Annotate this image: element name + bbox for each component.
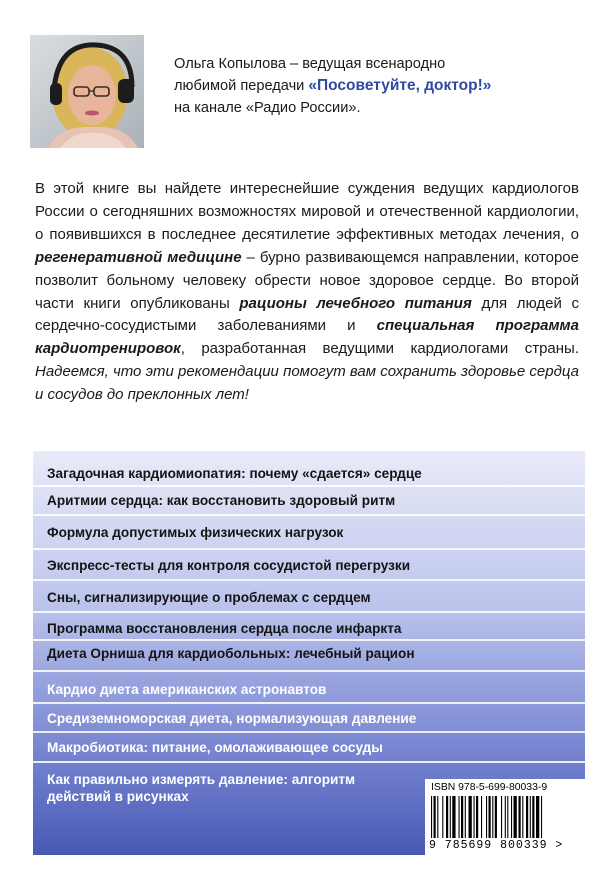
barcode-bar bbox=[522, 796, 523, 838]
barcode-bar bbox=[431, 796, 432, 838]
topic-item: Средиземноморская диета, нормализующая давление bbox=[47, 711, 417, 726]
author-photo bbox=[30, 35, 144, 148]
barcode-bar bbox=[532, 796, 534, 838]
blurb-emphasis-diets: рационы лечебного питания bbox=[239, 294, 472, 312]
topic-divider bbox=[33, 579, 585, 581]
barcode-bar bbox=[489, 796, 491, 838]
barcode-bar bbox=[514, 796, 517, 838]
blurb-part-2: – бурно развивающемся направлении, которое позволит больному человеку обрести новое здоровое сердце. Во второй части книги опубликованы bbox=[35, 248, 579, 312]
barcode-bar bbox=[446, 796, 448, 838]
barcode-bar bbox=[461, 796, 463, 838]
isbn-label: ISBN 978-5-699-80033-9 bbox=[431, 782, 548, 793]
topic-item: Аритмии сердца: как восстановить здоровый ритм bbox=[47, 493, 396, 508]
topic-item: Как правильно измерять давление: алгоритм действий в рисунках bbox=[47, 772, 356, 804]
author-line-2 bbox=[174, 75, 594, 97]
barcode-image bbox=[431, 796, 579, 838]
barcode-bar bbox=[442, 796, 443, 838]
topic-item: Загадочная кардиомиопатия: почему «сдается» сердце bbox=[47, 466, 422, 481]
show-title: «Посоветуйте, доктор!» bbox=[308, 77, 492, 94]
barcode-bar bbox=[450, 796, 451, 838]
topic-item: Сны, сигнализирующие о проблемах с сердцем bbox=[47, 590, 371, 605]
topic-divider bbox=[33, 548, 585, 550]
blurb-part-4: , разработанная ведущими кардиологами страны. bbox=[180, 340, 579, 358]
barcode-bar bbox=[507, 796, 508, 838]
barcode-bar bbox=[486, 796, 487, 838]
barcode-bar bbox=[476, 796, 478, 838]
barcode-digits: 9 785699 800339 > bbox=[429, 839, 564, 852]
barcode-bar bbox=[481, 796, 482, 838]
topic-item: Программа восстановления сердца после инфаркта bbox=[47, 621, 402, 636]
topic-divider bbox=[33, 761, 585, 763]
topic-divider bbox=[33, 670, 585, 672]
isbn-barcode-block bbox=[425, 779, 585, 855]
book-blurb bbox=[35, 178, 579, 407]
topic-divider bbox=[33, 639, 585, 641]
topic-divider bbox=[33, 731, 585, 733]
barcode-bar bbox=[501, 796, 502, 838]
topic-item: Кардио диета американских астронавтов bbox=[47, 682, 327, 697]
barcode-bar bbox=[495, 796, 497, 838]
topic-divider bbox=[33, 485, 585, 487]
barcode-bar bbox=[452, 796, 455, 838]
barcode-bar bbox=[492, 796, 493, 838]
barcode-bar bbox=[519, 796, 521, 838]
barcode-bar bbox=[465, 796, 466, 838]
barcode-bar bbox=[474, 796, 475, 838]
barcode-bar bbox=[530, 796, 531, 838]
blurb-emphasis-regenerative: регенеративной медицине bbox=[35, 248, 242, 266]
barcode-bar bbox=[469, 796, 472, 838]
topic-divider bbox=[33, 514, 585, 516]
barcode-bar bbox=[459, 796, 460, 838]
blurb-part-3: для людей с сердечно-сосудистыми заболеваниями и bbox=[35, 294, 579, 335]
blurb-emphasis-program: специальная программа кардиотренировок bbox=[35, 317, 579, 358]
topic-item: Экспресс-тесты для контроля сосудистой перегрузки bbox=[47, 558, 411, 573]
topic-item: Диета Орниша для кардиобольных: лечебный рацион bbox=[47, 646, 415, 661]
barcode-bar bbox=[541, 796, 542, 838]
topic-item: Формула допустимых физических нагрузок bbox=[47, 525, 344, 540]
barcode-bar bbox=[505, 796, 506, 838]
author-line-3: на канале «Радио России». bbox=[174, 100, 361, 116]
barcode-bar bbox=[434, 796, 436, 838]
author-line-2-prefix: любимой передачи bbox=[174, 78, 305, 94]
author-description bbox=[174, 53, 594, 119]
barcode-bar bbox=[437, 796, 438, 838]
author-line-1: Ольга Копылова – ведущая всенародно bbox=[174, 56, 446, 72]
topic-divider bbox=[33, 611, 585, 613]
barcode-bar bbox=[536, 796, 539, 838]
author-portrait-image bbox=[30, 35, 144, 148]
blurb-part-1: В этой книге вы найдете интереснейшие суждения ведущих кардиологов России о сегодняшних возможностях мировой и отечественной кардиологии, о появившихся в последнее десятилетие эффективных методах лечения, о bbox=[35, 180, 579, 243]
topic-item: Макробиотика: питание, омолаживающее сосуды bbox=[47, 740, 383, 755]
blurb-closing-wish: Надеемся, что эти рекомендации помогут вам сохранить здоровье сердца и сосудов до преклонных лет! bbox=[35, 363, 579, 404]
barcode-bar bbox=[511, 796, 512, 838]
topic-divider bbox=[33, 702, 585, 704]
barcode-bar bbox=[526, 796, 528, 838]
